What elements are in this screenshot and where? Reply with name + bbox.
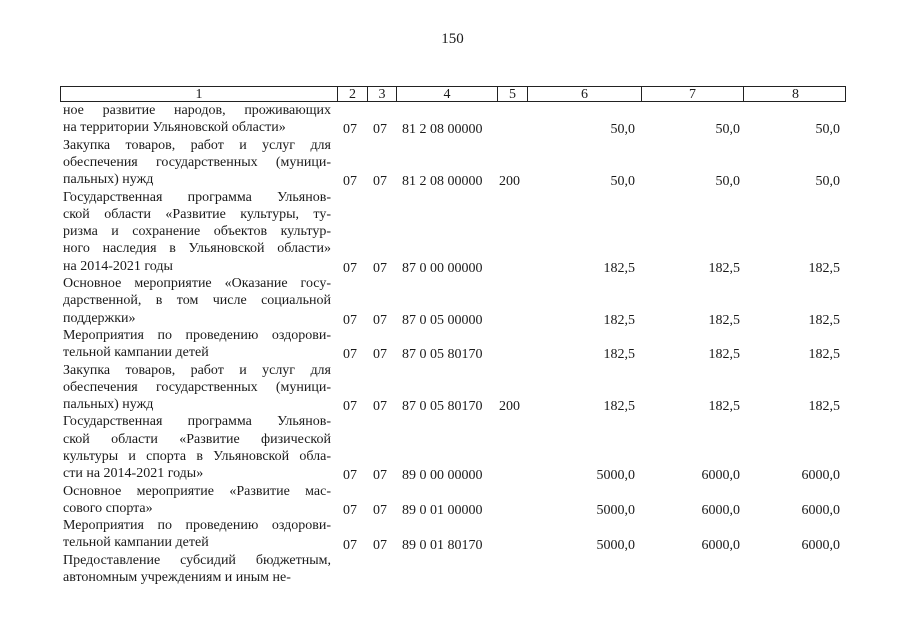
cell-c3: 07 [373, 399, 387, 415]
cell-c4: 87 0 05 80170 [402, 347, 483, 363]
cell-c4: 87 0 05 80170 [402, 399, 483, 415]
cell-c3: 07 [373, 174, 387, 190]
cell-c8: 6000,0 [801, 537, 840, 553]
description-line: Основное мероприятие «Оказание госу- [63, 276, 331, 291]
cell-c8: 6000,0 [801, 468, 840, 484]
description-line: ное развитие народов, проживающих [63, 103, 331, 118]
description-line: пальных) нужд [63, 172, 154, 188]
description-line: сового спорта» [63, 500, 153, 516]
cell-c7: 182,5 [708, 260, 740, 276]
description-line: обеспечения государственных (муници- [63, 379, 331, 395]
cell-c3: 07 [373, 122, 387, 138]
header-col-1: 1 [61, 87, 338, 101]
cell-c5: 200 [499, 399, 520, 415]
description-line: дарственной, в том числе социальной [63, 293, 331, 309]
row-description [63, 189, 331, 275]
row-description [63, 102, 331, 137]
row-description [63, 413, 331, 482]
description-line: Основное мероприятие «Развитие мас- [63, 483, 331, 499]
cell-c3: 07 [373, 537, 387, 553]
cell-c7: 182,5 [708, 347, 740, 363]
cell-c6: 50,0 [610, 174, 635, 190]
cell-c5: 200 [499, 174, 520, 190]
page-number: 150 [441, 31, 464, 47]
description-line: тельной кампании детей [63, 345, 209, 361]
description-line: культуры и спорта в Ульяновской обла- [63, 448, 331, 464]
cell-c8: 182,5 [808, 347, 840, 363]
cell-c3: 07 [373, 502, 387, 518]
table-header-row [60, 86, 846, 102]
cell-c4: 81 2 08 00000 [402, 122, 483, 138]
cell-c2: 07 [343, 122, 357, 138]
cell-c4: 89 0 01 00000 [402, 502, 483, 518]
cell-c3: 07 [373, 260, 387, 276]
description-line: Закупка товаров, работ и услуг для [63, 362, 331, 378]
description-line: обеспечения государственных (муници- [63, 154, 331, 170]
cell-c7: 6000,0 [701, 502, 740, 518]
description-line: Государственная программа Ульянов- [63, 189, 331, 205]
cell-c6: 182,5 [603, 347, 635, 363]
description-line: на 2014-2021 годы [63, 258, 173, 274]
description-line: тельной кампании детей [63, 535, 209, 551]
description-line: автономным учреждениям и иным не- [63, 570, 291, 586]
cell-c6: 182,5 [603, 260, 635, 276]
cell-c6: 5000,0 [596, 537, 635, 553]
header-col-8: 8 [792, 87, 799, 102]
cell-c2: 07 [343, 537, 357, 553]
cell-c7: 182,5 [708, 399, 740, 415]
description-line: Предоставление субсидий бюджетным, [63, 552, 331, 568]
cell-c3: 07 [373, 312, 387, 328]
cell-c2: 07 [343, 468, 357, 484]
description-line: ризма и сохранение объектов культур- [63, 224, 331, 240]
description-line: Мероприятия по проведению оздорови- [63, 518, 331, 534]
cell-c2: 07 [343, 312, 357, 328]
cell-c4: 89 0 00 00000 [402, 468, 483, 484]
description-line: ской области «Развитие культуры, ту- [63, 206, 331, 222]
cell-c4: 87 0 00 00000 [402, 260, 483, 276]
header-col-2: 2 [338, 87, 368, 101]
cell-c3: 07 [373, 347, 387, 363]
cell-c4: 89 0 01 80170 [402, 537, 483, 553]
description-line: Закупка товаров, работ и услуг для [63, 137, 331, 153]
description-line: Государственная программа Ульянов- [63, 414, 331, 430]
cell-c7: 6000,0 [701, 537, 740, 553]
cell-c8: 50,0 [815, 174, 840, 190]
header-col-3: 3 [368, 87, 397, 101]
description-line: пальных) нужд [63, 397, 154, 413]
cell-c8: 182,5 [808, 399, 840, 415]
description-line: поддержки» [63, 310, 136, 326]
cell-c8: 50,0 [815, 122, 840, 138]
cell-c8: 182,5 [808, 312, 840, 328]
cell-c4: 87 0 05 00000 [402, 312, 483, 328]
cell-c2: 07 [343, 347, 357, 363]
cell-c3: 07 [373, 468, 387, 484]
cell-c8: 182,5 [808, 260, 840, 276]
description-line: сти на 2014-2021 годы» [63, 466, 204, 482]
cell-c2: 07 [343, 399, 357, 415]
description-line: на территории Ульяновской области» [63, 120, 286, 136]
cell-c7: 6000,0 [701, 468, 740, 484]
cell-c6: 182,5 [603, 312, 635, 328]
cell-c7: 182,5 [708, 312, 740, 328]
cell-c2: 07 [343, 174, 357, 190]
cell-c6: 5000,0 [596, 468, 635, 484]
row-description [63, 483, 331, 518]
cell-c2: 07 [343, 260, 357, 276]
cell-c6: 50,0 [610, 122, 635, 138]
cell-c8: 6000,0 [801, 502, 840, 518]
row-description [63, 327, 331, 362]
cell-c6: 5000,0 [596, 502, 635, 518]
header-col-7: 7 [642, 87, 744, 101]
cell-c2: 07 [343, 502, 357, 518]
row-description [63, 275, 331, 327]
cell-c4: 81 2 08 00000 [402, 174, 483, 190]
header-col-6: 6 [528, 87, 642, 101]
row-description [63, 137, 331, 189]
row-description [63, 362, 331, 414]
row-description [63, 517, 331, 552]
description-line: ской области «Развитие физической [63, 431, 331, 447]
cell-c6: 182,5 [603, 399, 635, 415]
header-col-5: 5 [498, 87, 528, 101]
cell-c7: 50,0 [715, 122, 740, 138]
cell-c7: 50,0 [715, 174, 740, 190]
description-line: ного наследия в Ульяновской области» [63, 241, 331, 257]
row-description [63, 552, 331, 587]
description-line: Мероприятия по проведению оздорови- [63, 327, 331, 343]
header-col-4: 4 [397, 87, 498, 101]
